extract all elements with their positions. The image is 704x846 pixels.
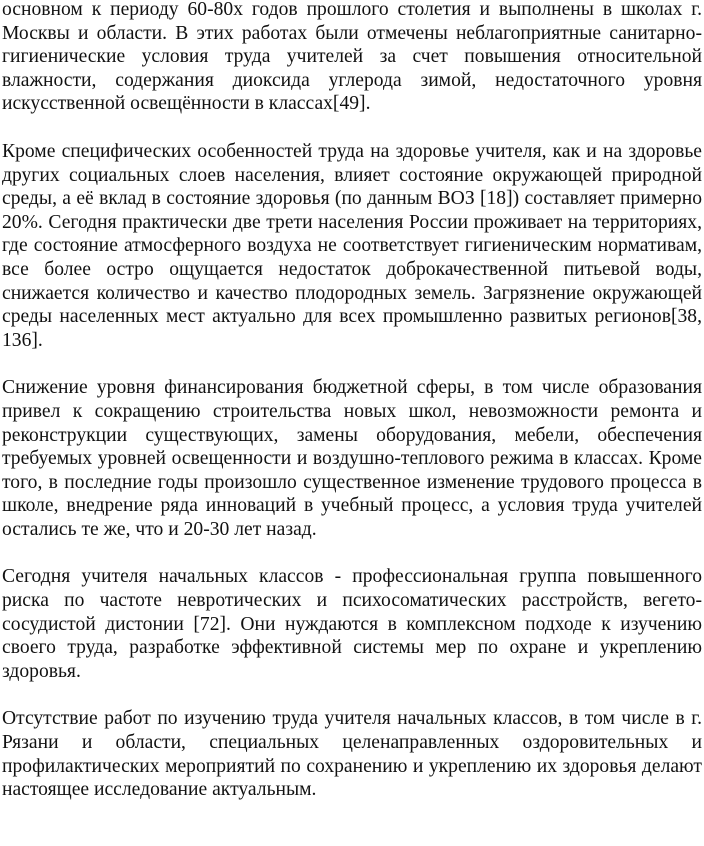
paragraph-5: Отсутствие работ по изучению труда учителя начальных классов, в том числе в г. Рязани и области, специальных целенаправленных оздоровительных и профилактических мероприятий по сохранению и укреплению их здоровья делают настоящее исследование актуальным. bbox=[2, 708, 702, 801]
paragraph-1: основном к периоду 60-80х годов прошлого столетия и выполнены в школах г. Москвы и области. В этих работах были отмечены неблагоприятные санитарно-гигиенические условия труда учителей за счет повышения относительной влажности, содержания диоксида углерода зимой, недостаточного уровня искусственной освещённости в классах[49]. bbox=[2, 0, 702, 115]
paragraph-4: Сегодня учителя начальных классов - профессиональная группа повышенного риска по частоте невротических и психосоматических расстройств, вегето-сосудистой дистонии [72]. Они нуждаются в комплексном подходе к изучению своего труда, разработке эффективной системы мер по охране и укреплению здоровья. bbox=[2, 566, 702, 682]
document-page bbox=[2, 0, 702, 826]
paragraph-2: Кроме специфических особенностей труда на здоровье учителя, как и на здоровье других социальных слоев населения, влияет состояние окружающей природной среды, а её вклад в состояние здоровья (по данным ВОЗ [18]) составляет примерно 20%. Сегодня практически две трети населения России проживает на территориях, где состояние атмосферного воздуха не соответствует гигиеническим нормативам, все более остро ощущается недостаток доброкачественной питьевой воды, снижается количество и качество плодородных земель. Загрязнение окружающей среды населенных мест актуально для всех промышленно развитых регионов[38, 136]. bbox=[2, 140, 702, 351]
paragraph-3: Снижение уровня финансирования бюджетной сферы, в том числе образования привел к сокращению строительства новых школ, невозможности ремонта и реконструкции существующих, замены оборудования, мебели, обеспечения требуемых уровней освещенности и воздушно-теплового режима в классах. Кроме того, в последние годы произошло существенное изменение трудового процесса в школе, внедрение ряда инноваций в учебный процесс, а условия труда учителей остались те же, что и 20-30 лет назад. bbox=[2, 377, 702, 540]
